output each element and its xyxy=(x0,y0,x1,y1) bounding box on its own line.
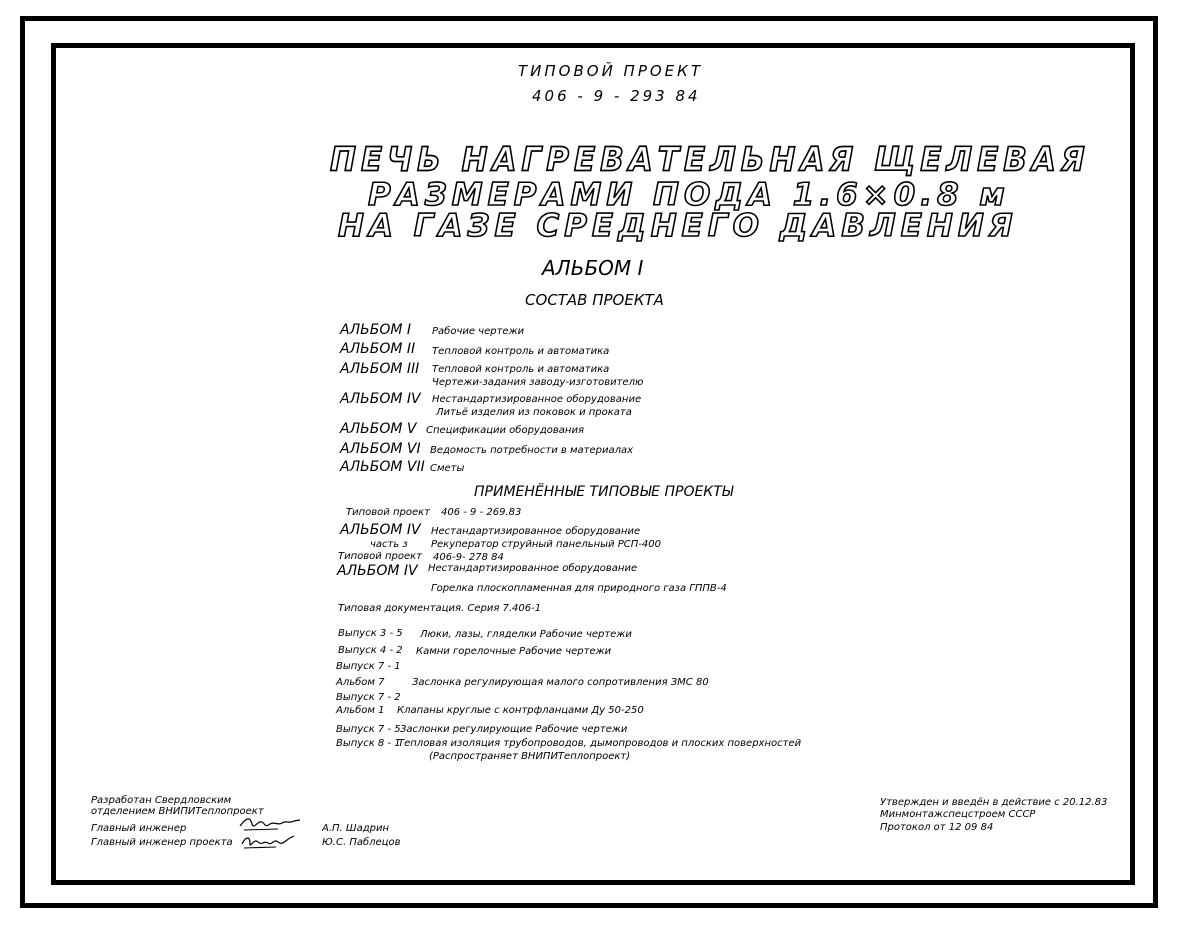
gip-label: Главный инженер проекта xyxy=(91,837,233,848)
album-item: АЛЬБОМ I xyxy=(340,322,411,338)
title-line1: ПЕЧЬ НАГРЕВАТЕЛЬНАЯ ЩЕЛЕВАЯ xyxy=(330,141,1090,179)
album-item-desc: Ведомость потребности в материалах xyxy=(430,445,634,456)
tp1-part-desc: Рекуператор струйный панельный РСП-400 xyxy=(431,539,661,550)
tp2-desc: Нестандартизированное оборудование xyxy=(428,563,638,574)
gip-signature xyxy=(240,832,298,852)
issue-label: Выпуск 4 - 2 xyxy=(338,645,403,656)
header-line2: 406 - 9 - 293 84 xyxy=(532,87,701,105)
chief-engineer-name: А.П. Шадрин xyxy=(322,823,390,834)
applied-heading: ПРИМЕНЁННЫЕ ТИПОВЫЕ ПРОЕКТЫ xyxy=(474,484,734,500)
tp1-code: 406 - 9 - 269.83 xyxy=(441,507,522,518)
album-item: АЛЬБОМ VI xyxy=(340,441,421,457)
issue-desc: Люки, лазы, гляделки Рабочие чертежи xyxy=(420,629,632,640)
issue-label: Выпуск 7 - 2 xyxy=(336,692,401,703)
header-line1: ТИПОВОЙ ПРОЕКТ xyxy=(518,62,703,80)
series-label: Типовая документация. Серия 7.406-1 xyxy=(338,603,542,614)
title-line3: НА ГАЗЕ СРЕДНЕГО ДАВЛЕНИЯ xyxy=(338,208,1018,244)
issue-label: Альбом 1 xyxy=(336,705,385,716)
composition-heading: СОСТАВ ПРОЕКТА xyxy=(525,291,664,309)
tp1-label: Типовой проект xyxy=(346,507,430,518)
tp2-album: АЛЬБОМ IV xyxy=(337,563,418,579)
issue-label: Выпуск 7 - 5 xyxy=(336,724,401,735)
album-item: АЛЬБОМ VII xyxy=(340,459,425,475)
album-item-desc2: Чертежи-задания заводу-изготовителю xyxy=(432,377,644,388)
chief-engineer-label: Главный инженер xyxy=(91,823,187,834)
issue-label: Выпуск 3 - 5 xyxy=(338,628,403,639)
gip-name: Ю.С. Паблецов xyxy=(322,837,401,848)
issue-desc: Клапаны круглые с контрфланцами Ду 50-250 xyxy=(397,705,644,716)
chief-signature xyxy=(238,812,302,834)
developer-line1: Разработан Свердловским xyxy=(91,795,232,806)
album-item-desc: Сметы xyxy=(430,463,465,474)
tp2-label: Типовой проект xyxy=(338,551,422,562)
album-item: АЛЬБОМ III xyxy=(340,361,420,377)
tp2-code: 406-9- 278 84 xyxy=(433,552,504,563)
album-item: АЛЬБОМ II xyxy=(340,341,416,357)
album-item-desc: Нестандартизированное оборудование xyxy=(432,394,642,405)
album-item-desc: Рабочие чертежи xyxy=(432,326,525,337)
issue-label: Выпуск 8 - 1 xyxy=(336,738,401,749)
album-item-desc: Тепловой контроль и автоматика xyxy=(432,346,610,357)
issue-desc: Тепловая изоляция трубопроводов, дымопроводов и плоских поверхностей xyxy=(398,738,802,749)
approval-line1: Утвержден и введён в действие с 20.12.83 xyxy=(880,797,1108,808)
issue-desc: Заслонки регулирующие Рабочие чертежи xyxy=(400,724,628,735)
album-item-desc2: Литьё изделия из поковок и проката xyxy=(436,407,632,418)
tp1-part: часть з xyxy=(370,539,408,550)
album-item: АЛЬБОМ V xyxy=(340,421,417,437)
tp2-desc2: Горелка плоскопламенная для природного газа ГППВ-4 xyxy=(431,583,727,594)
approval-line3: Протокол от 12 09 84 xyxy=(880,822,994,833)
approval-line2: Минмонтажспецстроем СССР xyxy=(880,809,1036,820)
album-item-desc: Тепловой контроль и автоматика xyxy=(432,364,610,375)
album-item: АЛЬБОМ IV xyxy=(340,391,421,407)
tp1-album: АЛЬБОМ IV xyxy=(340,522,421,538)
issue-desc: Камни горелочные Рабочие чертежи xyxy=(416,646,612,657)
album-label: АЛЬБОМ I xyxy=(542,256,644,280)
tp1-desc: Нестандартизированное оборудование xyxy=(431,526,641,537)
issue-label: Выпуск 7 - 1 xyxy=(336,661,401,672)
title-line2: РАЗМЕРАМИ ПОДА 1.6×0.8 м xyxy=(368,177,1010,213)
album-item-desc: Спецификации оборудования xyxy=(426,425,584,436)
developer-line2: отделением ВНИПИТеплопроект xyxy=(91,806,264,817)
issue-note: (Распространяет ВНИПИТеплопроект) xyxy=(429,751,631,762)
issue-label: Альбом 7 xyxy=(336,677,385,688)
issue-desc: Заслонка регулирующая малого сопротивления ЗМС 80 xyxy=(412,677,709,688)
